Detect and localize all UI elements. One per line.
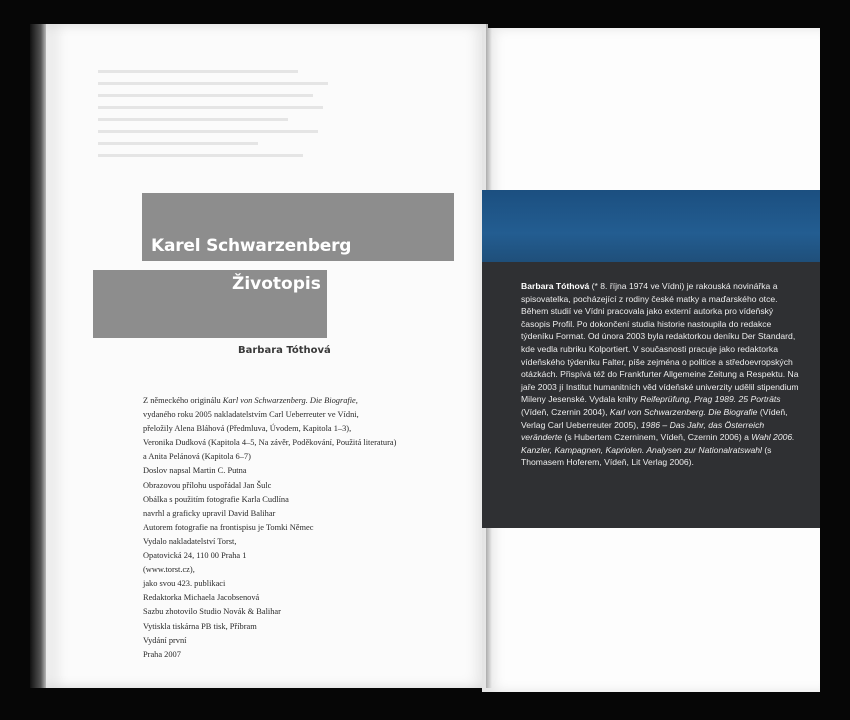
imprint-line: Autorem fotografie na frontispisu je Tomki Němec — [143, 522, 314, 532]
imprint-line: Vytiskla tiskárna PB tisk, Příbram — [143, 621, 257, 631]
author-biography: Barbara Tóthová (* 8. října 1974 ve Vídni) je rakouská novinářka a spisovatelka, pocházející z rodiny české matky a maďarského otce. Během studií ve Vídni pracovala jako externí autorka pro vídeňský časopis Profil. Po dokončení studia historie nastoupila do redakce týdeníku Format. Od února 2003 byla redaktorkou deníku Der Standard, kde vedla rubriku Kolportiert. V současnosti pracuje jako redaktorka vídeňského týdeníku Falter, píše zejména o politice a středoevropských otázkách. Přispívá též do Frankfurter Allgemeine Zeitung a Respektu. Na jaře 2003 jí Institut humanitních věd vídeňské univerzity udělil stipendium Mileny Jesenské. Vydala knihy Reifeprüfung, Prag 1989. 25 Porträts (Vídeň, Czernin 2004), Karl von Schwarzenberg. Die Biografie (Vídeň, Verlag Carl Ueberreuter 2005), 1986 – Das Jahr, das Österreich veränderte (s Hubertem Czerninem, Vídeň, Czernin 2006) a Wahl 2006. Kanzler, Kampagnen, Kapriolen. Analysen zur Nationalratswahl (s Thomasem Hoferem, Vídeň, Lit Verlag 2006). — [521, 281, 799, 468]
imprint-line: vydaného roku 2005 nakladatelstvím Carl Ueberreuter ve Vídni, — [143, 410, 359, 420]
book-title-italic: Reifeprüfung, Prag 1989. 25 Porträts — [640, 394, 781, 405]
imprint-line: Vydalo nakladatelství Torst, — [143, 536, 237, 546]
imprint-line: přeložily Alena Bláhová (Předmluva, Úvodem, Kapitola 1–3), — [143, 424, 352, 434]
imprint-line: Praha 2007 — [143, 649, 181, 659]
imprint-line: Obálka s použitím fotografie Karla Cudlína — [143, 494, 289, 504]
blue-color-band — [482, 190, 820, 262]
imprint-line: (www.torst.cz), — [143, 565, 195, 575]
book-title-italic: Wahl 2006. Kanzler, Kampagnen, Kapriolen. Analysen zur Nationalratswahl — [521, 432, 795, 455]
imprint-line: navrhl a graficky upravil David Balihar — [143, 508, 276, 518]
imprint-line: Doslov napsal Martin C. Putna — [143, 466, 247, 476]
imprint-line: Opatovická 24, 110 00 Praha 1 — [143, 551, 247, 561]
imprint-line: a Anita Pelánová (Kapitola 6–7) — [143, 452, 251, 462]
imprint-line: Vydání první — [143, 635, 187, 645]
book-title-italic: 1986 – Das Jahr, das Österreich veränderte — [521, 419, 765, 443]
imprint-line: Veronika Dudková (Kapitola 4–5, Na závěr, Poděkování, Použitá literatura) — [143, 438, 397, 448]
imprint-line: Sazbu zhotovilo Studio Novák & Balihar — [143, 607, 281, 617]
show-through-text — [98, 70, 338, 190]
imprint-block — [143, 394, 433, 662]
author-name: Barbara Tóthová — [238, 345, 331, 356]
book-title-italic: Karl von Schwarzenberg. Die Biografie — [609, 406, 758, 417]
imprint-line: Redaktorka Michaela Jacobsenová — [143, 593, 260, 603]
imprint-line: jako svou 423. publikaci — [143, 579, 226, 589]
imprint-line: Obrazovou přílohu uspořádal Jan Šulc — [143, 480, 272, 490]
book-title: Karel Schwarzenberg — [151, 236, 352, 256]
imprint-line: Z německého originálu Karl von Schwarzenberg. Die Biografie, — [143, 396, 358, 405]
book-subtitle: Životopis — [232, 274, 321, 294]
original-title: Karl von Schwarzenberg. Die Biografie, — [222, 396, 358, 405]
bio-author-name: Barbara Tóthová — [521, 281, 590, 291]
